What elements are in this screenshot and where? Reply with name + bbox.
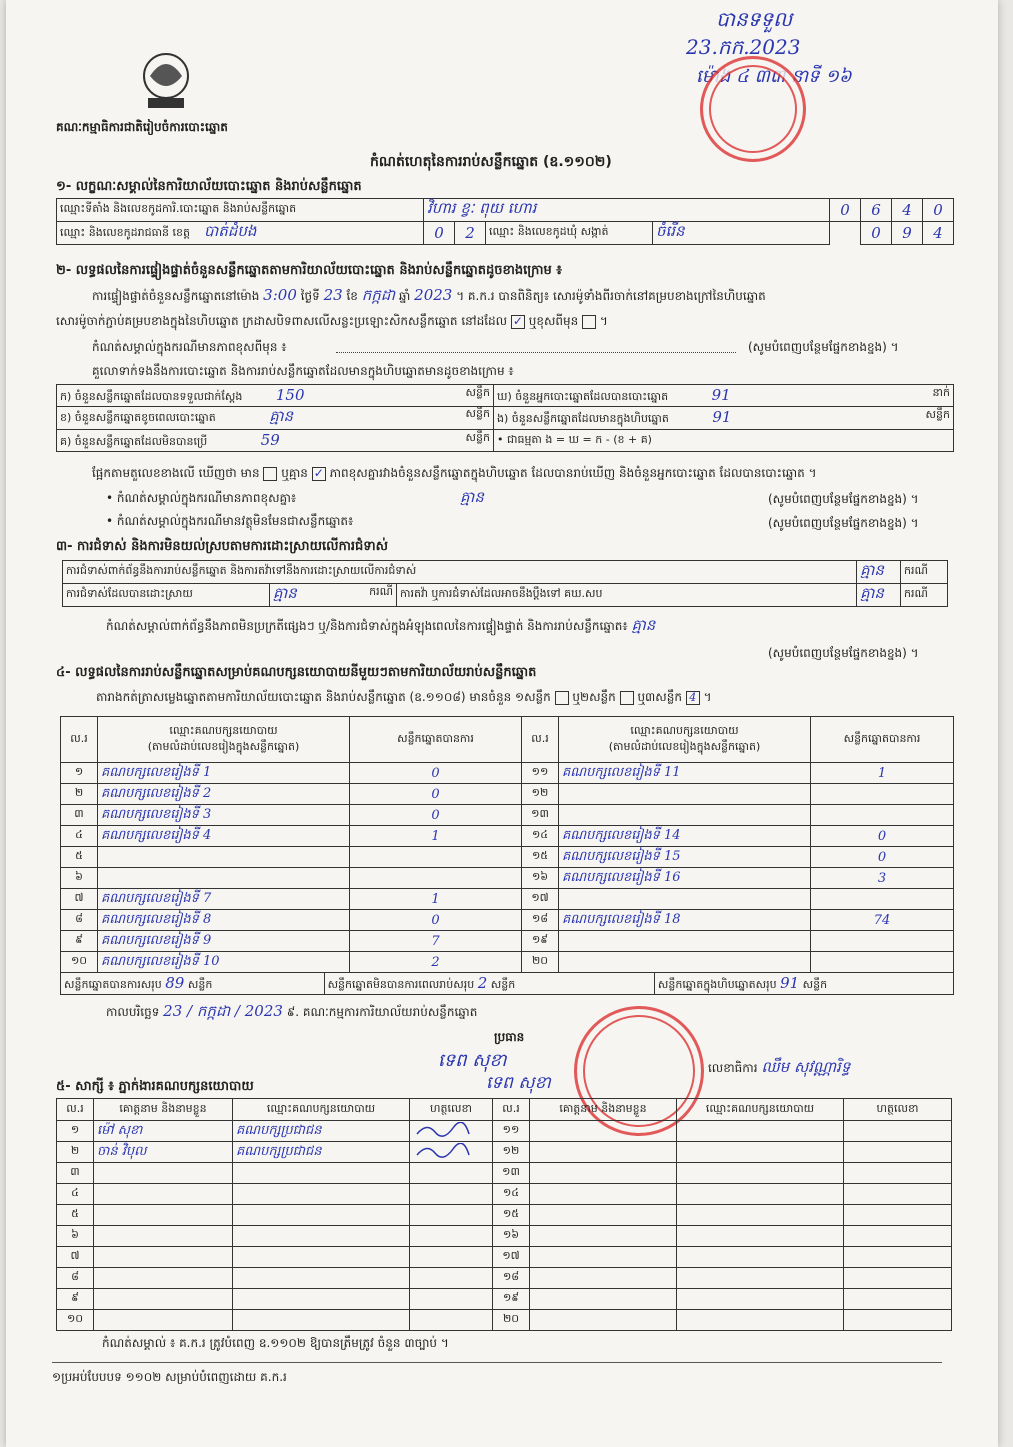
col-no: ល.រ: [522, 717, 559, 763]
witness-party: [677, 1268, 844, 1289]
witness-party: [677, 1163, 844, 1184]
count-in-box: ង) ចំនួនសន្លឹកឆ្នោតដែលមានក្នុងហិបឆ្នោត 91 សន្លឹក: [494, 407, 954, 430]
verification-line: ការផ្ទៀងផ្ទាត់ចំនួនសន្លឹកឆ្នោតនៅម៉ោង 3:00 ថ្ងៃទី 23 ខែ កក្កដា ឆ្នាំ 2023 ។ គ.ក.រ បានពិនិត្យ៖ សោរម៉ូទាំងពីរចាក់នៅគម្របខាងក្រៅនៃហិបឆ្នោត: [92, 286, 766, 304]
col-sign: ហត្ថលេខា: [844, 1099, 952, 1121]
vote-count: [811, 931, 954, 952]
witness-signature: [844, 1205, 952, 1226]
witness-name: [530, 1247, 677, 1268]
row-number: ៦: [57, 1226, 94, 1247]
diff-note: • កំណត់សម្គាល់ក្នុងករណីមានភាពខុសគ្នា៖ គ្មាន: [106, 488, 484, 506]
section3-title: ៣- ការជំទាស់ និងការមិនយល់ស្របតាមការដោះស្រាយលើការជំទាស់: [56, 539, 388, 554]
total-valid: សន្លឹកឆ្នោតបានការសរុប 89 សន្លឹក: [61, 973, 325, 995]
row-number: ១៤: [493, 1184, 530, 1205]
row-number: ១: [57, 1121, 94, 1142]
row-number: ៤: [57, 1184, 94, 1205]
station-code-digit: 4: [892, 199, 923, 222]
row-number: ៣: [61, 805, 98, 826]
witness-signature: [844, 1184, 952, 1205]
vote-count: 1: [350, 826, 522, 847]
difference-note-line: [336, 352, 736, 353]
party-name: [98, 847, 350, 868]
vote-count: 74: [811, 910, 954, 931]
table-row: [61, 805, 954, 826]
col-party: ឈ្មោះគណបក្សនយោបាយ: [677, 1099, 844, 1121]
witness-name: [94, 1184, 233, 1205]
row-number: ៨: [61, 910, 98, 931]
objections-table: [62, 560, 948, 607]
table-row: [57, 1184, 952, 1205]
commune-code-digit: 0: [861, 222, 892, 245]
objection-row-label: ការជំទាស់ពាក់ព័ន្ធនឹងការរាប់សន្លឹកឆ្នោត និងការតវ៉ាទៅនឹងការដោះស្រាយលើការជំទាស់: [63, 561, 857, 584]
station-code-digit: 0: [923, 199, 954, 222]
witness-party: គណបក្សប្រជាជន: [233, 1121, 410, 1142]
section1-title: ១- លក្ខណៈសម្គាល់នៃការិយាល័យបោះឆ្នោត និងរាប់សន្លឹកឆ្នោត: [56, 179, 362, 194]
unit-case: ករណី: [901, 561, 948, 584]
col-votes: សន្លឹកឆ្នោតបានការ: [350, 717, 522, 763]
witness-signature: [410, 1205, 493, 1226]
table-row: [61, 952, 954, 973]
witness-name: [530, 1310, 677, 1331]
table-row: [57, 1268, 952, 1289]
witness-signature: [844, 1163, 952, 1184]
witness-signature: [844, 1268, 952, 1289]
col-sign: ហត្ថលេខា: [410, 1099, 493, 1121]
row-number: ៨: [57, 1268, 94, 1289]
fill-in-note-3: (សូមបំពេញបន្ថែមផ្នែកខាងខ្នង) ។: [768, 516, 919, 530]
fill-in-note-2: (សូមបំពេញបន្ថែមផ្នែកខាងខ្នង) ។: [768, 492, 919, 506]
station-code-digit: 6: [861, 199, 892, 222]
col-no: ល.រ: [493, 1099, 530, 1121]
table-row: [61, 910, 954, 931]
witness-signature: [410, 1289, 493, 1310]
vote-count: 0: [811, 847, 954, 868]
row-number: ២: [57, 1142, 94, 1163]
commune-value: ចំរើន: [653, 222, 830, 245]
witness-name: [530, 1226, 677, 1247]
count-received: ក) ចំនួនសន្លឹកឆ្នោតដែលបានទទួលជាក់ស្តែង 150 សន្លឹក: [57, 385, 494, 407]
witness-party: [677, 1121, 844, 1142]
official-seal-top: [700, 56, 806, 162]
witness-name: [530, 1289, 677, 1310]
party-name: គណបក្សលេខរៀងទី 15: [559, 847, 811, 868]
row-number: ៥: [61, 847, 98, 868]
vote-count: 1: [811, 763, 954, 784]
row-number: ១៦: [522, 868, 559, 889]
totals-table: [60, 972, 954, 995]
verification-time: 3:00: [263, 286, 297, 304]
witness-signature: [844, 1142, 952, 1163]
section4-subtitle: តារាងកត់ត្រាសម្លេងឆ្នោតតាមការិយាល័យបោះឆ្នោត និងរាប់សន្លឹកឆ្នោត (ឧ.១១០៨) មានចំនួន ១សន្លឹក ឬ២សន្លឹក ឬ៣សន្លឹក 4 ។: [96, 690, 712, 704]
witness-party: [233, 1205, 410, 1226]
station-name-label: ឈ្មោះទីតាំង និងលេខកូដការិ.បោះឆ្នោត និងរាប់សន្លឹកឆ្នោត: [57, 199, 424, 222]
received-handwriting: បានទទួល: [716, 7, 793, 31]
row-number: ១៣: [493, 1163, 530, 1184]
form-title: កំណត់ហេតុនៃការរាប់សន្លឹកឆ្នោត (ឧ.១១០២): [370, 154, 612, 170]
row-number: ១០: [57, 1310, 94, 1331]
row-number: ៥: [57, 1205, 94, 1226]
row-number: ១៨: [522, 910, 559, 931]
party-name: គណបក្សលេខរៀងទី 7: [98, 889, 350, 910]
table-row: [57, 1226, 952, 1247]
commune-code-digit: 4: [923, 222, 954, 245]
chair-signature: ទេព សុខា: [438, 1050, 507, 1071]
witness-signature: [410, 1184, 493, 1205]
row-number: ១២: [493, 1142, 530, 1163]
vote-count: [811, 889, 954, 910]
party-name: គណបក្សលេខរៀងទី 10: [98, 952, 350, 973]
bottom-note: ១ប្រអប់បែបបទ ១១០២ សម្រាប់បំពេញដោយ គ.ក.រ: [52, 1370, 287, 1384]
party-name: គណបក្សលេខរៀងទី 8: [98, 910, 350, 931]
count-voters: ឃ) ចំនួនអ្នកបោះឆ្នោតដែលបានបោះឆ្នោត 91 នាក់: [494, 385, 954, 407]
row-number: ២: [61, 784, 98, 805]
witness-party: [677, 1205, 844, 1226]
col-no: ល.រ: [61, 717, 98, 763]
verification-day: 23: [323, 286, 343, 304]
row-number: ១៣: [522, 805, 559, 826]
party-name: គណបក្សលេខរៀងទី 3: [98, 805, 350, 826]
row-number: ១២: [522, 784, 559, 805]
party-name: [559, 889, 811, 910]
verification-line-2: សោរម៉ូចាក់ភ្ជាប់គម្របខាងក្នុងនៃហិបឆ្នោត ក្រដាសបិទពាសលើសន្លះប្រឡោះសិកសន្លឹកឆ្នោត នៅដដែល ✓ ឬខុសពីមុន ។: [56, 313, 608, 328]
witness-name: ចាន់ វិបុល: [94, 1142, 233, 1163]
vote-count: [350, 868, 522, 889]
count-spoiled: ខ) ចំនួនសន្លឹកឆ្នោតខូចពេលបោះឆ្នោត គ្មាន សន្លឹក: [57, 407, 494, 430]
witness-signature: [410, 1121, 493, 1142]
table-row: [61, 931, 954, 952]
row-number: ១៩: [522, 931, 559, 952]
objection-row-value: គ្មាន: [857, 561, 901, 584]
commune-code-digit: 9: [892, 222, 923, 245]
party-name: [559, 784, 811, 805]
vote-count: 7: [350, 931, 522, 952]
irregularity-note: កំណត់សម្គាល់ពាក់ព័ន្ធនឹងភាពមិនប្រក្រតីផ្សេងៗ ឬ/និងការជំទាស់ក្នុងអំឡុងពេលនៃការផ្ទៀងផ្ទាត់ និងការរាប់សន្លឹកឆ្នោត៖ គ្មាន: [106, 616, 656, 634]
row-number: ២០: [493, 1310, 530, 1331]
witness-party: [677, 1310, 844, 1331]
table-row: [57, 1310, 952, 1331]
witness-name: [94, 1226, 233, 1247]
party-name: គណបក្សលេខរៀងទី 11: [559, 763, 811, 784]
signature-icon: [413, 1122, 473, 1138]
counts-intro: គួលោទាក់ទងនឹងការបោះឆ្នោត និងការរាប់សន្លឹកឆ្នោតដែលមានក្នុងហិបឆ្នោតមានដូចខាងក្រោម ៖: [92, 364, 514, 378]
chair-label: ប្រធាន: [494, 1030, 525, 1044]
table-row: [61, 847, 954, 868]
emblem-icon: [134, 46, 198, 114]
section2-title: ២- លទ្ធផលនៃការផ្ទៀងផ្ទាត់ចំនួនសន្លឹកឆ្នោតតាមការិយាល័យបោះឆ្នោត និងរាប់សន្លឹកឆ្នោតដូចខាងក្រោម ៖: [56, 263, 562, 278]
vote-count: [811, 784, 954, 805]
different-checkbox[interactable]: [582, 315, 596, 329]
no-difference-checkbox[interactable]: ✓: [313, 465, 324, 480]
vote-count: 2: [350, 952, 522, 973]
three-sheet-checkbox[interactable]: 4: [686, 691, 700, 705]
vote-count: 0: [811, 826, 954, 847]
party-name: គណបក្សលេខរៀងទី 16: [559, 868, 811, 889]
table-row: [57, 1289, 952, 1310]
vote-count: 0: [350, 910, 522, 931]
row-number: ១៨: [493, 1268, 530, 1289]
date-line: កាលបរិច្ឆេទ 23 / កក្កដា / 2023 ៩. គណៈកម្មការការិយាល័យរាប់សន្លឹកឆ្នោត: [106, 1002, 478, 1020]
row-number: ១៥: [522, 847, 559, 868]
witness-party: [677, 1289, 844, 1310]
vote-count: 0: [350, 784, 522, 805]
party-name: គណបក្សលេខរៀងទី 9: [98, 931, 350, 952]
total-invalid: សន្លឹកឆ្នោតមិនបានការពេលរាប់សរុប 2 សន្លឹក: [324, 973, 654, 995]
witness-signature: [844, 1121, 952, 1142]
witness-name: [530, 1142, 677, 1163]
vote-count: 0: [350, 805, 522, 826]
object-note: • កំណត់សម្គាល់ក្នុងករណីមានវត្ថុមិនមែនជាសន្លឹកឆ្នោត៖: [106, 514, 354, 528]
col-name: គោត្តនាម និងនាមខ្លួន: [530, 1099, 677, 1121]
vote-count: 1: [350, 889, 522, 910]
vote-count: 3: [811, 868, 954, 889]
received-time-handwriting: ម៉ោង ៤ ៣៣ នាទី ១៦: [696, 66, 852, 87]
col-party: ឈ្មោះគណបក្សនយោបាយ (តាមលំដាប់លេខរៀងក្នុងសន្លឹកឆ្នោត): [98, 717, 350, 763]
results-table: [60, 716, 954, 973]
party-name: គណបក្សលេខរៀងទី 14: [559, 826, 811, 847]
witness-name: [94, 1205, 233, 1226]
witness-name: [94, 1310, 233, 1331]
row-number: ២០: [522, 952, 559, 973]
row-number: ១៤: [522, 826, 559, 847]
vote-count: [350, 847, 522, 868]
party-name: [559, 931, 811, 952]
witness-party: [233, 1184, 410, 1205]
table-row: [57, 1121, 952, 1142]
fill-in-note: (សូមបំពេញបន្ថែមផ្នែកខាងខ្នង) ។: [748, 340, 899, 354]
fill-in-note-4: (សូមបំពេញបន្ថែមផ្នែកខាងខ្នង) ។: [768, 646, 919, 660]
table-row: [57, 1163, 952, 1184]
count-formula: • ជាធម្មតា ង = ឃ = ក - (ខ + គ): [494, 430, 954, 452]
row-number: ៦: [61, 868, 98, 889]
party-name: គណបក្សលេខរៀងទី 18: [559, 910, 811, 931]
witness-name: [530, 1205, 677, 1226]
witness-signature: [410, 1142, 493, 1163]
witness-signature: [410, 1310, 493, 1331]
witness-party: [233, 1289, 410, 1310]
col-party: ឈ្មោះគណបក្សនយោបាយ: [233, 1099, 410, 1121]
row-number: ៧: [61, 889, 98, 910]
divider: [52, 1362, 942, 1363]
document-page: [6, 0, 998, 1447]
party-name: [559, 952, 811, 973]
two-sheet-checkbox[interactable]: [620, 691, 634, 705]
unit-case: ករណី: [901, 584, 948, 607]
col-votes: សន្លឹកឆ្នោតបានការ: [811, 717, 954, 763]
witness-signature: [410, 1226, 493, 1247]
section4-title: ៤- លទ្ធផលនៃការរាប់សន្លឹកឆ្នោតសម្រាប់គណបក្សនយោបាយនីមួយៗតាមការិយាល័យរាប់សន្លឹកឆ្នោត: [56, 665, 537, 680]
witness-signature: [410, 1268, 493, 1289]
same-checkbox[interactable]: ✓: [512, 313, 523, 328]
total-in-box: សន្លឹកឆ្នោតក្នុងហិបឆ្នោតសរុប 91 សន្លឹក: [654, 973, 953, 995]
secretary: លេខាធិការ ឈឹម សុវណ្ណារិទ្ធ: [708, 1058, 851, 1076]
row-number: ៧: [57, 1247, 94, 1268]
verification-year: 2023: [414, 286, 453, 304]
one-sheet-checkbox[interactable]: [555, 691, 569, 705]
row-number: ៩: [57, 1289, 94, 1310]
vote-count: [811, 805, 954, 826]
row-number: ១៧: [522, 889, 559, 910]
witness-name: [94, 1289, 233, 1310]
witness-signature: [410, 1247, 493, 1268]
witness-party: [677, 1184, 844, 1205]
chair-name: ទេព សុខា: [486, 1073, 551, 1093]
row-number: ៣: [57, 1163, 94, 1184]
table-row: [57, 1247, 952, 1268]
witness-party: [233, 1163, 410, 1184]
row-number: ១១: [522, 763, 559, 784]
row-number: ១: [61, 763, 98, 784]
resolved-label: ការជំទាស់ដែលបានដោះស្រាយ: [63, 584, 270, 607]
has-difference-checkbox[interactable]: [263, 467, 277, 481]
witness-name: [94, 1163, 233, 1184]
witness-signature: [844, 1247, 952, 1268]
party-name: [559, 805, 811, 826]
witness-party: [233, 1268, 410, 1289]
province-code-digit: 0: [424, 222, 455, 245]
col-no: ល.រ: [57, 1099, 94, 1121]
appeal-label: ការតវ៉ា ឬការជំទាស់ដែលអាចនឹងប្តឹងទៅ គឃ.សប: [397, 584, 857, 607]
station-table: [56, 198, 954, 245]
witness-party: គណបក្សប្រជាជន: [233, 1142, 410, 1163]
verification-month: កក្កដា: [361, 286, 396, 304]
witness-signature: [844, 1289, 952, 1310]
row-number: ១៦: [493, 1226, 530, 1247]
vote-count: 0: [350, 763, 522, 784]
row-number: ៤: [61, 826, 98, 847]
row-number: ១០: [61, 952, 98, 973]
party-name: គណបក្សលេខរៀងទី 1: [98, 763, 350, 784]
witness-signature: [410, 1163, 493, 1184]
received-date-handwriting: 23.កក.2023: [686, 35, 801, 59]
table-row: [57, 1205, 952, 1226]
row-number: ១១: [493, 1121, 530, 1142]
count-unused: គ) ចំនួនសន្លឹកឆ្នោតដែលមិនបានប្រើ 59 សន្លឹក: [57, 430, 494, 452]
commune-label: ឈ្មោះ និងលេខកូដឃុំ សង្កាត់: [486, 222, 653, 245]
witness-signature: [844, 1226, 952, 1247]
table-row: [61, 826, 954, 847]
table-row: [61, 868, 954, 889]
difference-note-label: កំណត់សម្គាល់ក្នុងករណីមានភាពខុសពីមុន ៖: [92, 340, 287, 354]
row-number: ១៧: [493, 1247, 530, 1268]
party-name: [98, 868, 350, 889]
witness-name: [530, 1163, 677, 1184]
witness-party: [677, 1142, 844, 1163]
witness-name: [94, 1247, 233, 1268]
witness-name: [530, 1184, 677, 1205]
station-code-digit: 0: [830, 199, 861, 222]
witness-party: [233, 1226, 410, 1247]
witness-name: [530, 1121, 677, 1142]
appeal-value: គ្មាន: [857, 584, 901, 607]
witness-party: [233, 1310, 410, 1331]
counts-table: [56, 384, 954, 452]
resolved-value: គ្មាន ករណី: [270, 584, 397, 607]
province-label: ឈ្មោះ និងលេខកូដរាជធានី ខេត្ត បាត់ដំបង: [57, 222, 424, 245]
witness-party: [677, 1247, 844, 1268]
table-row: [61, 889, 954, 910]
col-name: គោត្តនាម និងនាមខ្លួន: [94, 1099, 233, 1121]
witness-party: [677, 1226, 844, 1247]
row-number: ១៩: [493, 1289, 530, 1310]
station-name-value: វិហារ ខ្វៈ ពុយ ហោរ: [424, 199, 830, 222]
table-row: [57, 1142, 952, 1163]
vote-count: [811, 952, 954, 973]
party-name: គណបក្សលេខរៀងទី 4: [98, 826, 350, 847]
col-party: ឈ្មោះគណបក្សនយោបាយ (តាមលំដាប់លេខរៀងក្នុងសន្លឹកឆ្នោត): [559, 717, 811, 763]
row-number: ៩: [61, 931, 98, 952]
witness-name: [530, 1268, 677, 1289]
committee-name: គណៈកម្មាធិការជាតិរៀបចំការបោះឆ្នោត: [56, 120, 228, 134]
province-code-digit: 2: [455, 222, 486, 245]
table-row: [61, 784, 954, 805]
footnote: កំណត់សម្គាល់ ៖ គ.ក.រ ត្រូវបំពេញ ឧ.១១០២ ឱ្យបានត្រឹមត្រូវ ចំនួន ៣ច្បាប់ ។: [102, 1336, 449, 1350]
witness-party: [233, 1247, 410, 1268]
party-name: គណបក្សលេខរៀងទី 2: [98, 784, 350, 805]
witness-name: ម៉ៅ សុខា: [94, 1121, 233, 1142]
compare-line: ផ្អែកតាមតួលេខខាងលើ ឃើញថា មាន ឬគ្មាន ✓ ភាពខុសគ្នារវាងចំនួនសន្លឹកឆ្នោតក្នុងហិបឆ្នោត ដែលបានរាប់ឃើញ និងចំនួនអ្នកបោះឆ្នោត ដែលបានបោះឆ្នោត ។: [92, 465, 817, 480]
table-row: [61, 763, 954, 784]
signature-icon: [413, 1143, 473, 1159]
section5-title: ៥- សាក្សី ៖ ភ្នាក់ងារគណបក្សនយោបាយ: [56, 1079, 254, 1094]
witness-signature: [844, 1310, 952, 1331]
witness-table: [56, 1098, 952, 1331]
witness-name: [94, 1268, 233, 1289]
row-number: ១៥: [493, 1205, 530, 1226]
